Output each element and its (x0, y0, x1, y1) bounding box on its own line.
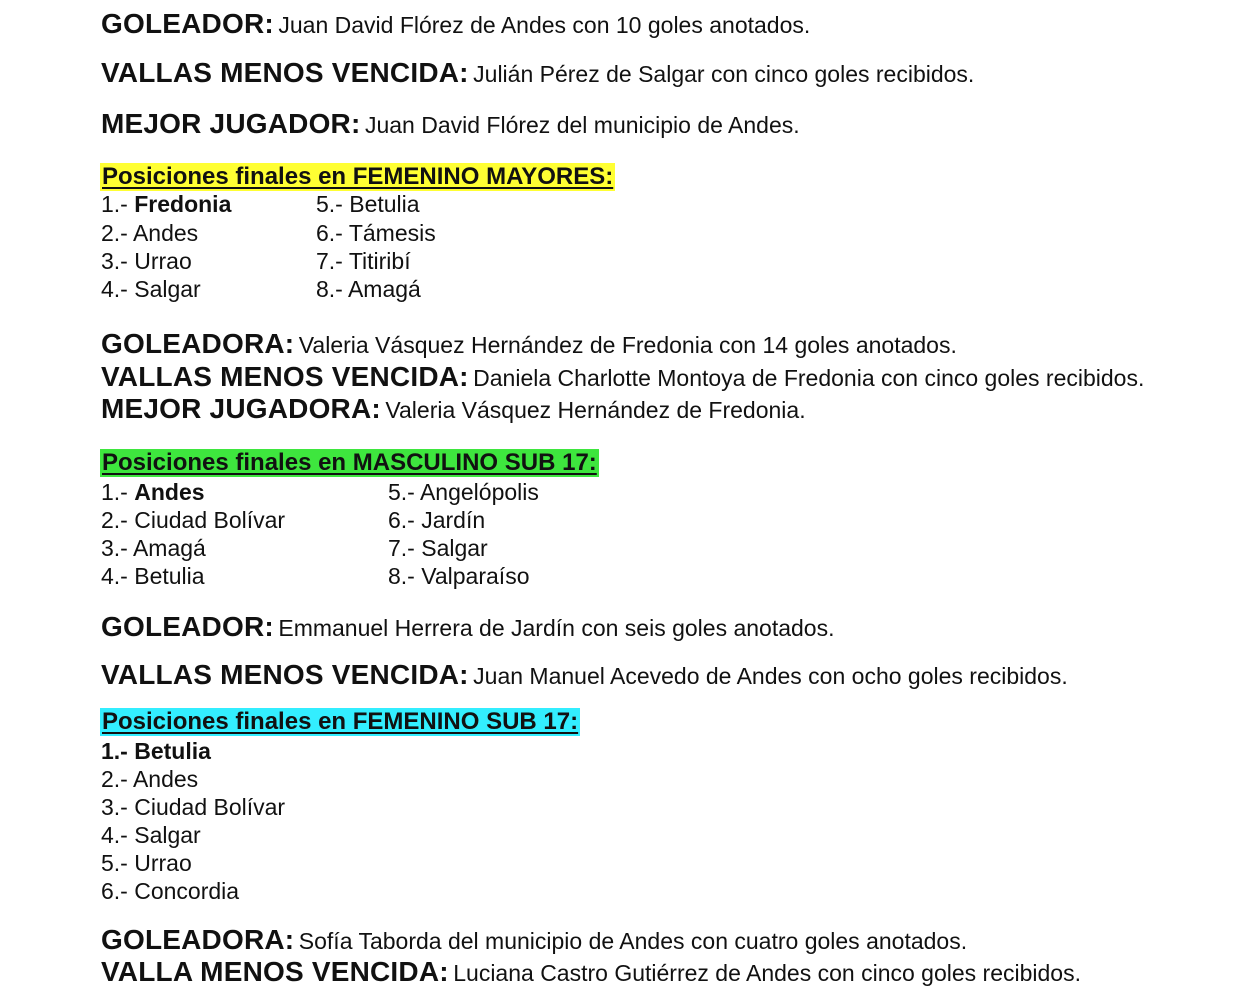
list-item (101, 250, 192, 273)
position-number: 7.- (316, 248, 343, 274)
list-item (316, 193, 420, 216)
award-label: GOLEADORA: (101, 328, 295, 359)
award-mejor-fem-mayores (101, 395, 806, 423)
award-goleador-top (101, 10, 810, 38)
list-item (101, 768, 198, 791)
list-item (101, 824, 201, 847)
heading-femenino-sub17: Posiciones finales en FEMENINO SUB 17: (102, 708, 579, 735)
award-label: VALLAS MENOS VENCIDA: (101, 659, 469, 690)
position-number: 6.- (316, 220, 343, 246)
position-team: Angelópolis (419, 479, 539, 505)
list-item (388, 565, 530, 588)
award-mejor-top (101, 110, 800, 138)
award-label: MEJOR JUGADOR: (101, 108, 361, 139)
position-number: 2.- (101, 220, 128, 246)
position-number: 2.- (101, 507, 128, 533)
position-number: 5.- (316, 191, 343, 217)
award-label: VALLAS MENOS VENCIDA: (101, 361, 469, 392)
position-team: Amagá (132, 535, 206, 561)
list-item (388, 537, 488, 560)
position-team: Urrao (134, 850, 192, 876)
award-text: Emmanuel Herrera de Jardín con seis goles anotados. (278, 615, 835, 641)
list-item (101, 537, 206, 560)
position-team: Betulia (349, 191, 420, 217)
position-team: Salgar (421, 535, 488, 561)
award-label: GOLEADOR: (101, 611, 274, 642)
position-number: 3.- (101, 794, 128, 820)
award-text: Juan David Flórez del municipio de Andes. (364, 112, 800, 138)
list-item (101, 193, 231, 216)
list-item (101, 565, 205, 588)
award-text: Sofía Taborda del municipio de Andes con cuatro goles anotados. (298, 928, 968, 954)
heading-masculino-sub17: Posiciones finales en MASCULINO SUB 17: (102, 449, 597, 476)
position-number: 1.- (101, 738, 128, 764)
award-valla-fem-sub17 (101, 958, 1081, 986)
award-label: VALLA MENOS VENCIDA: (101, 956, 449, 987)
award-label: MEJOR JUGADORA: (101, 393, 381, 424)
award-goleadora-fem-sub17 (101, 926, 967, 954)
list-item (101, 481, 205, 504)
list-item (388, 481, 539, 504)
position-number: 5.- (101, 850, 128, 876)
position-number: 4.- (101, 276, 128, 302)
list-item (316, 250, 411, 273)
position-number: 2.- (101, 766, 128, 792)
award-label: VALLAS MENOS VENCIDA: (101, 57, 469, 88)
list-item (101, 278, 201, 301)
award-vallas-fem-mayores (101, 363, 1144, 391)
position-number: 8.- (388, 563, 415, 589)
position-team: Fredonia (134, 191, 232, 217)
position-team: Salgar (134, 822, 201, 848)
position-team: Andes (132, 766, 199, 792)
position-team: Ciudad Bolívar (134, 507, 286, 533)
award-text: Valeria Vásquez Hernández de Fredonia. (385, 397, 806, 423)
award-text: Luciana Castro Gutiérrez de Andes con cinco goles recibidos. (453, 960, 1081, 986)
position-team: Betulia (134, 563, 205, 589)
award-text: Valeria Vásquez Hernández de Fredonia con 14 goles anotados. (298, 332, 957, 358)
award-label: GOLEADOR: (101, 8, 274, 39)
list-item (388, 509, 485, 532)
list-item (316, 222, 436, 245)
position-number: 3.- (101, 535, 128, 561)
heading-femenino-mayores: Posiciones finales en FEMENINO MAYORES: (102, 163, 614, 190)
position-number: 4.- (101, 822, 128, 848)
award-vallas-masc-sub17 (101, 661, 1068, 689)
position-number: 8.- (316, 276, 343, 302)
list-item (101, 880, 239, 903)
list-item (101, 852, 192, 875)
award-text: Juan Manuel Acevedo de Andes con ocho goles recibidos. (473, 663, 1068, 689)
award-label: GOLEADORA: (101, 924, 295, 955)
position-number: 3.- (101, 248, 128, 274)
position-number: 4.- (101, 563, 128, 589)
position-number: 1.- (101, 191, 128, 217)
position-number: 5.- (388, 479, 415, 505)
position-number: 7.- (388, 535, 415, 561)
position-team: Támesis (348, 220, 436, 246)
position-team: Ciudad Bolívar (134, 794, 286, 820)
award-text: Daniela Charlotte Montoya de Fredonia con cinco goles recibidos. (473, 365, 1145, 391)
list-item (101, 740, 211, 763)
position-team: Jardín (421, 507, 486, 533)
award-goleador-masc-sub17 (101, 613, 835, 641)
list-item (101, 509, 285, 532)
position-number: 6.- (101, 878, 128, 904)
position-number: 1.- (101, 479, 128, 505)
award-text: Julián Pérez de Salgar con cinco goles recibidos. (473, 61, 975, 87)
award-vallas-top (101, 59, 974, 87)
position-team: Betulia (134, 738, 211, 764)
list-item (101, 222, 198, 245)
award-text: Juan David Flórez de Andes con 10 goles anotados. (278, 12, 811, 38)
list-item (316, 278, 421, 301)
award-goleadora-fem-mayores (101, 330, 957, 358)
position-team: Andes (134, 479, 205, 505)
position-number: 6.- (388, 507, 415, 533)
list-item (101, 796, 285, 819)
position-team: Concordia (134, 878, 240, 904)
position-team: Titiribí (348, 248, 411, 274)
position-team: Urrao (134, 248, 192, 274)
position-team: Andes (132, 220, 199, 246)
position-team: Valparaíso (421, 563, 530, 589)
position-team: Amagá (347, 276, 421, 302)
position-team: Salgar (134, 276, 201, 302)
